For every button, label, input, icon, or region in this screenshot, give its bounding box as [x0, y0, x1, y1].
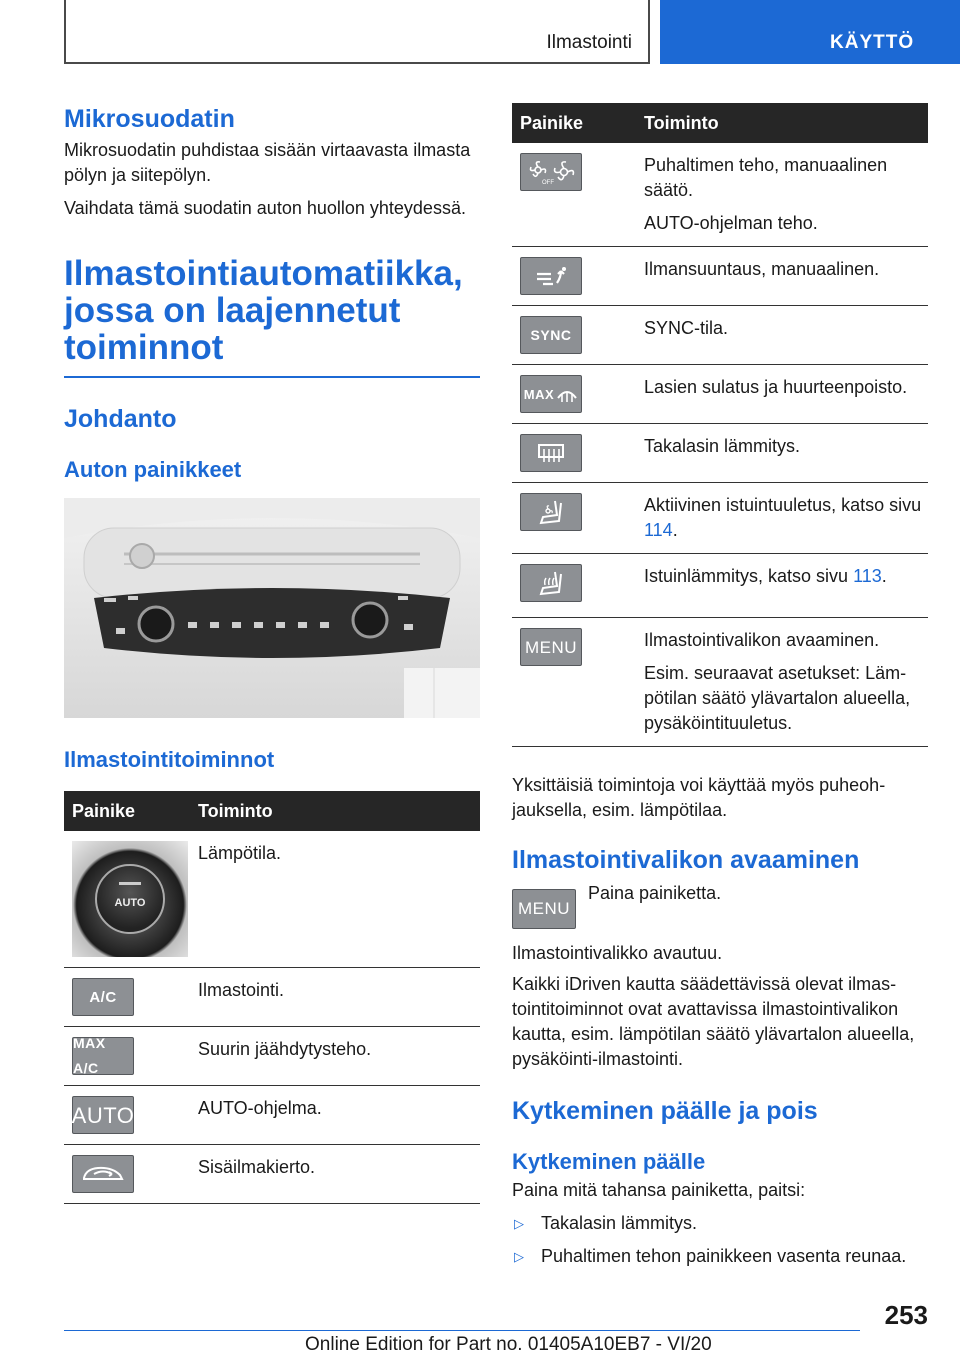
- function-text: Ilmastointi.: [188, 968, 480, 1027]
- sync-button-icon: SYNC: [520, 316, 582, 354]
- function-text: Istuinlämmitys, katso sivu: [644, 566, 854, 586]
- table-row: [512, 306, 928, 365]
- function-text: Lämpötila.: [188, 831, 480, 968]
- left-column: [64, 100, 480, 1204]
- function-subtext: AUTO-ohjelman teho.: [644, 213, 818, 233]
- list-item: [512, 1244, 928, 1269]
- max-defrost-icon: MAX: [520, 375, 582, 413]
- functions-table-right: [512, 103, 928, 747]
- knob-label: AUTO: [114, 897, 146, 909]
- ac-button-icon: A/C: [72, 978, 134, 1016]
- intro-heading: Johdanto: [64, 405, 177, 433]
- list-item-text: Puhaltimen tehon painikkeen vasenta reunaa.: [541, 1246, 907, 1266]
- recirculation-icon: [72, 1155, 134, 1193]
- function-text: AUTO-ohjelma.: [188, 1086, 480, 1145]
- table-row: [512, 247, 928, 306]
- function-text: Lasien sulatus ja huurteenpoisto.: [634, 365, 928, 424]
- function-text: Ilmastointivalikon avaaminen.: [644, 630, 880, 650]
- footer-rule: [64, 1330, 860, 1331]
- menu-paragraph-2: Kaikki iDriven kautta säädettävissä olevat ilmastointitoiminnot ovat avattavissa ilmastointivalikon kautta, esim. lämpötilan säätö ylävartalon alueella, pysäköinti-ilmastointi.: [512, 974, 915, 1069]
- edition-text: Online Edition for Part no. 01405A10EB7 - VI/20: [305, 1334, 712, 1355]
- functions-heading: Ilmastointitoiminnot: [64, 747, 275, 772]
- buttons-heading: Auton painikkeet: [64, 457, 242, 482]
- fan-icon: [520, 153, 582, 191]
- function-subtext: Esim. seuraavat asetukset: Lämpötilan säätö ylävartalon alueella, pysäköintituuletus.: [644, 663, 911, 733]
- switch-on-paragraph: Paina mitä tahansa painiketta, paitsi:: [512, 1180, 806, 1200]
- menu-press-text: Paina painiketta.: [588, 883, 722, 903]
- climate-panel-illustration: [64, 498, 480, 718]
- table-row: [512, 483, 928, 554]
- menu-paragraph-1: Ilmastointivalikko avautuu.: [512, 943, 723, 963]
- menu-instruction: [512, 883, 928, 929]
- table-row: [64, 968, 480, 1027]
- column-header-button: Painike: [512, 103, 634, 143]
- table-row: [64, 1145, 480, 1204]
- column-header-function: Toiminto: [634, 103, 928, 143]
- function-text: Takalasin lämmitys.: [634, 424, 928, 483]
- column-header-button: Painike: [64, 791, 188, 831]
- air-direction-icon: [520, 257, 582, 295]
- function-text-end: .: [672, 520, 678, 540]
- triangle-bullet-icon: ▷: [514, 1249, 524, 1264]
- section-title: Ilmastointi: [546, 32, 632, 53]
- microfilter-paragraph-2: Vaihdata tämä suodatin auton huollon yhteydessä.: [64, 198, 466, 218]
- functions-table-left: [64, 791, 480, 1204]
- table-row: [512, 365, 928, 424]
- function-text: Suurin jäähdytysteho.: [188, 1027, 480, 1086]
- right-column: [512, 103, 928, 1269]
- chapter-title: KÄYTTÖ: [830, 32, 915, 53]
- function-text: SYNC-tila.: [634, 306, 928, 365]
- function-text-end: .: [881, 566, 887, 586]
- table-row: [64, 831, 480, 968]
- triangle-bullet-icon: ▷: [514, 1216, 524, 1231]
- menu-heading: Ilmastointivalikon avaaminen: [512, 846, 860, 874]
- main-heading: Ilmastointiautomatiikka, jossa on laajennetut toiminnot: [64, 254, 463, 367]
- list-item: [512, 1211, 928, 1236]
- max-ac-button-icon: MAX A/C: [72, 1037, 134, 1075]
- header-chapter-box: [660, 0, 960, 64]
- column-header-function: Toiminto: [188, 791, 480, 831]
- svg-text:OFF: OFF: [542, 180, 554, 185]
- rear-defrost-icon: [520, 434, 582, 472]
- table-row: [512, 143, 928, 247]
- list-item-text: Takalasin lämmitys.: [541, 1213, 698, 1233]
- page-link[interactable]: 114: [644, 520, 673, 540]
- table-row: [512, 554, 928, 618]
- table-row: [64, 1027, 480, 1086]
- microfilter-paragraph-1: Mikrosuodatin puhdistaa sisään virtaavasta ilmasta pölyn ja siitepölyn.: [64, 140, 471, 185]
- header-left-box: [64, 0, 650, 64]
- switch-on-heading: Kytkeminen päälle: [512, 1149, 706, 1174]
- microfilter-heading: Mikrosuodatin: [64, 105, 235, 133]
- temperature-knob-image: [72, 841, 188, 957]
- table-row: [512, 618, 928, 747]
- menu-button-icon: MENU: [512, 889, 576, 929]
- table-row: [512, 424, 928, 483]
- seat-ventilation-icon: [520, 493, 582, 531]
- onoff-heading: Kytkeminen päälle ja pois: [512, 1097, 818, 1125]
- voice-control-note: Yksittäisiä toimintoja voi käyttää myös puheohjauksella, esim. lämpötilaa.: [512, 775, 886, 820]
- climate-panel-photo: [64, 498, 480, 718]
- function-text: Sisäilmakierto.: [188, 1145, 480, 1204]
- table-row: [64, 1086, 480, 1145]
- auto-button-icon: AUTO: [72, 1096, 134, 1134]
- menu-button-icon: MENU: [520, 628, 582, 666]
- function-text: Aktiivinen istuintuuletus, katso sivu: [644, 495, 922, 515]
- seat-heating-icon: [520, 564, 582, 602]
- function-text: Puhaltimen teho, manuaalinen säätö.: [644, 155, 888, 200]
- page-number: 253: [884, 1300, 928, 1330]
- function-text: Ilmansuuntaus, manuaalinen.: [634, 247, 928, 306]
- page-link[interactable]: 113: [853, 566, 882, 586]
- heading-rule: [64, 376, 480, 378]
